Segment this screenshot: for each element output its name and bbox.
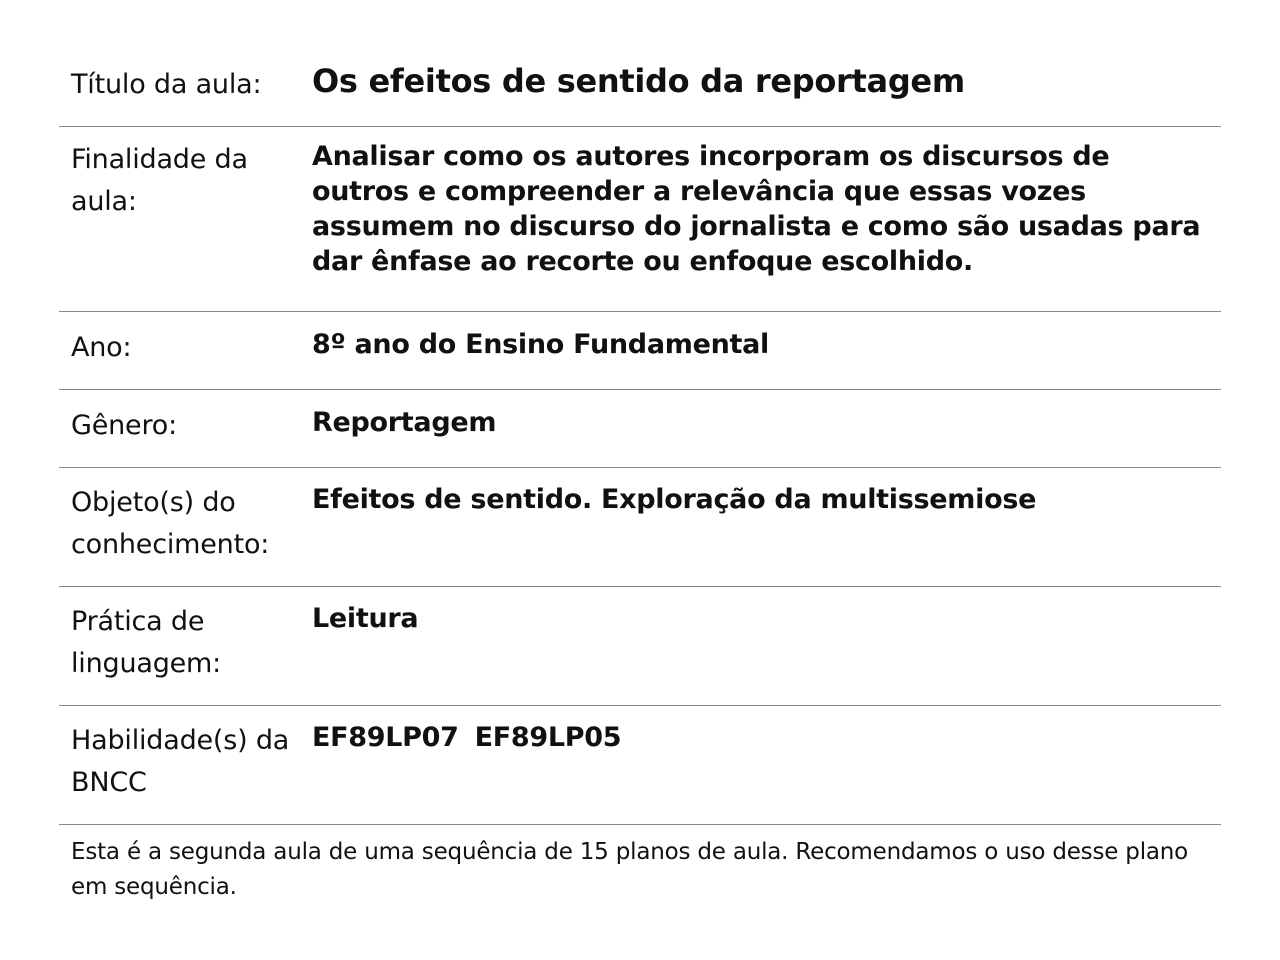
school-year-label: Ano: (71, 332, 132, 363)
row-bncc-skills (59, 706, 1221, 825)
sequence-note: Esta é a segunda aula de uma sequência de 15 planos de aula. Recomendamos o uso desse plano em sequência. (71, 839, 1189, 900)
genre-value: Reportagem (312, 407, 497, 438)
language-practice-label: Prática de linguagem: (71, 606, 222, 679)
row-school-year (59, 312, 1221, 390)
row-genre (59, 390, 1221, 468)
row-lesson-title (59, 50, 1221, 127)
bncc-skills-value (312, 720, 1221, 824)
row-lesson-purpose (59, 127, 1221, 312)
lesson-title-value: Os efeitos de sentido da reportagem (312, 62, 965, 100)
school-year-value: 8º ano do Ensino Fundamental (312, 329, 769, 360)
language-practice-value: Leitura (312, 603, 419, 634)
lesson-title-label: Título da aula: (71, 69, 262, 100)
knowledge-objects-label: Objeto(s) do conhecimento: (71, 487, 270, 560)
bncc-skills-label: Habilidade(s) da BNCC (71, 725, 290, 798)
bncc-skill-code: EF89LP07 (312, 722, 459, 753)
genre-label: Gênero: (71, 410, 177, 441)
lesson-plan-table (59, 50, 1221, 905)
lesson-purpose-label: Finalidade da aula: (71, 144, 248, 217)
lesson-purpose-value: Analisar como os autores incorporam os discursos de outros e compreender a relevância que essas vozes assumem no discurso do jornalista e como são usadas para dar ênfase ao recorte ou enfoque escolhido. (312, 141, 1201, 277)
knowledge-objects-value: Efeitos de sentido. Exploração da multissemiose (312, 484, 1037, 515)
row-language-practice (59, 587, 1221, 706)
bncc-skill-code: EF89LP05 (474, 722, 622, 753)
row-knowledge-objects (59, 468, 1221, 587)
